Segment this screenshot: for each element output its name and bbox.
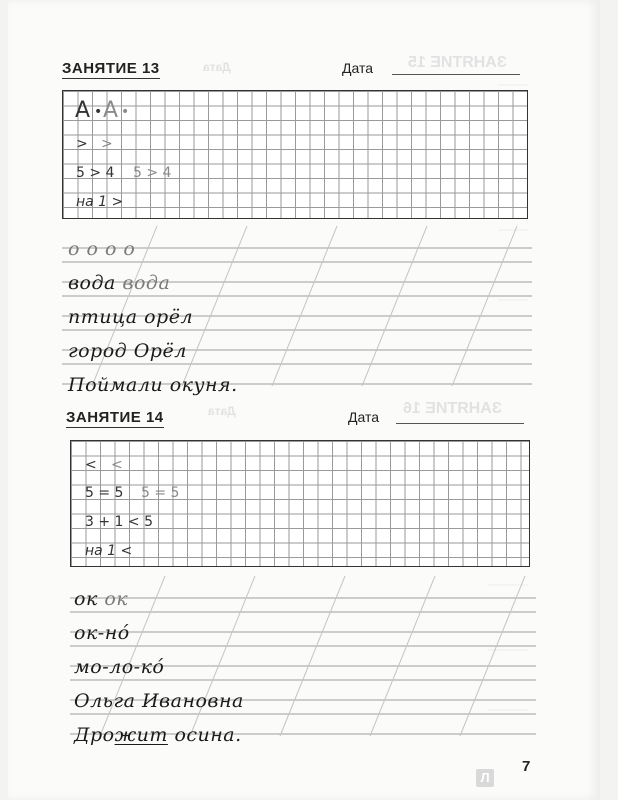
l14-writing-row5	[74, 724, 242, 746]
publisher-logo-icon: Л	[476, 769, 494, 787]
l13-writing-row4: город Орёл	[68, 340, 187, 362]
grid13-row2-trace: >	[101, 136, 113, 152]
grid13-row3: 5 > 4	[76, 165, 115, 181]
l14-writing-row3: мо-ло-ко́	[74, 656, 165, 678]
lesson-14-date-field	[396, 423, 524, 424]
ghost-date-top: Дата	[203, 60, 231, 74]
grid13-row1-trace: А	[103, 98, 119, 123]
ghost-date-bottom: Дата	[208, 404, 236, 418]
lesson-13-date-label: Дата	[342, 60, 374, 76]
grid14-row4: на 1 <	[85, 543, 133, 559]
grid14-row1-trace: <	[111, 457, 123, 473]
grid14-row3: 3 + 1 < 5	[85, 514, 153, 530]
l14-writing-row5-post: осина.	[167, 724, 242, 746]
lesson-14-date-label: Дата	[348, 409, 380, 425]
lesson-14-title: ЗАНЯТИЕ 14	[66, 409, 164, 426]
lesson-13-math-grid	[62, 90, 528, 219]
grid13-row2: >	[76, 136, 88, 152]
ghost-heading-15: ЗАНЯТИЕ 15	[408, 54, 507, 71]
l13-writing-row5: Поймали окуня.	[68, 374, 238, 396]
grid14-row1: <	[85, 457, 97, 473]
l13-writing-row2-trace: вода	[122, 272, 171, 294]
grid14-row2-trace: 5 = 5	[141, 485, 180, 501]
grid13-row3-trace: 5 > 4	[133, 165, 172, 181]
workbook-page	[8, 0, 600, 800]
l13-writing-row2	[68, 272, 170, 294]
lesson-13-title: ЗАНЯТИЕ 13	[62, 60, 160, 77]
lesson-14-math-grid	[70, 440, 530, 567]
l14-writing-row2: ок-но́	[74, 622, 130, 644]
l14-writing-row5-pre: Дро	[74, 724, 115, 746]
grid13-row4: на 1 >	[76, 194, 124, 210]
grid14-row2: 5 = 5	[85, 485, 124, 501]
ghost-heading-16: ЗАНЯТИЕ 16	[403, 400, 502, 417]
grid13-row1-dot: •	[94, 104, 103, 120]
l14-writing-row4: Ольга Ивановна	[74, 690, 244, 712]
l13-writing-row1	[68, 238, 135, 260]
lesson-13-date-field	[392, 74, 520, 75]
l14-writing-row1-trace: ок	[104, 588, 129, 610]
page-number: 7	[522, 758, 531, 775]
l14-writing-row1	[74, 588, 128, 610]
grid13-row1-dot2: •	[121, 104, 130, 120]
l13-writing-row3: птица орёл	[68, 306, 194, 328]
l13-writing-row2-main: вода	[68, 272, 116, 294]
l14-writing-row5-underlined: жит	[114, 724, 168, 746]
grid13-row1-letter: А	[75, 98, 91, 123]
l13-writing-row1-trace: о о о о	[68, 238, 136, 260]
l14-writing-row1-main: ок	[74, 588, 98, 610]
